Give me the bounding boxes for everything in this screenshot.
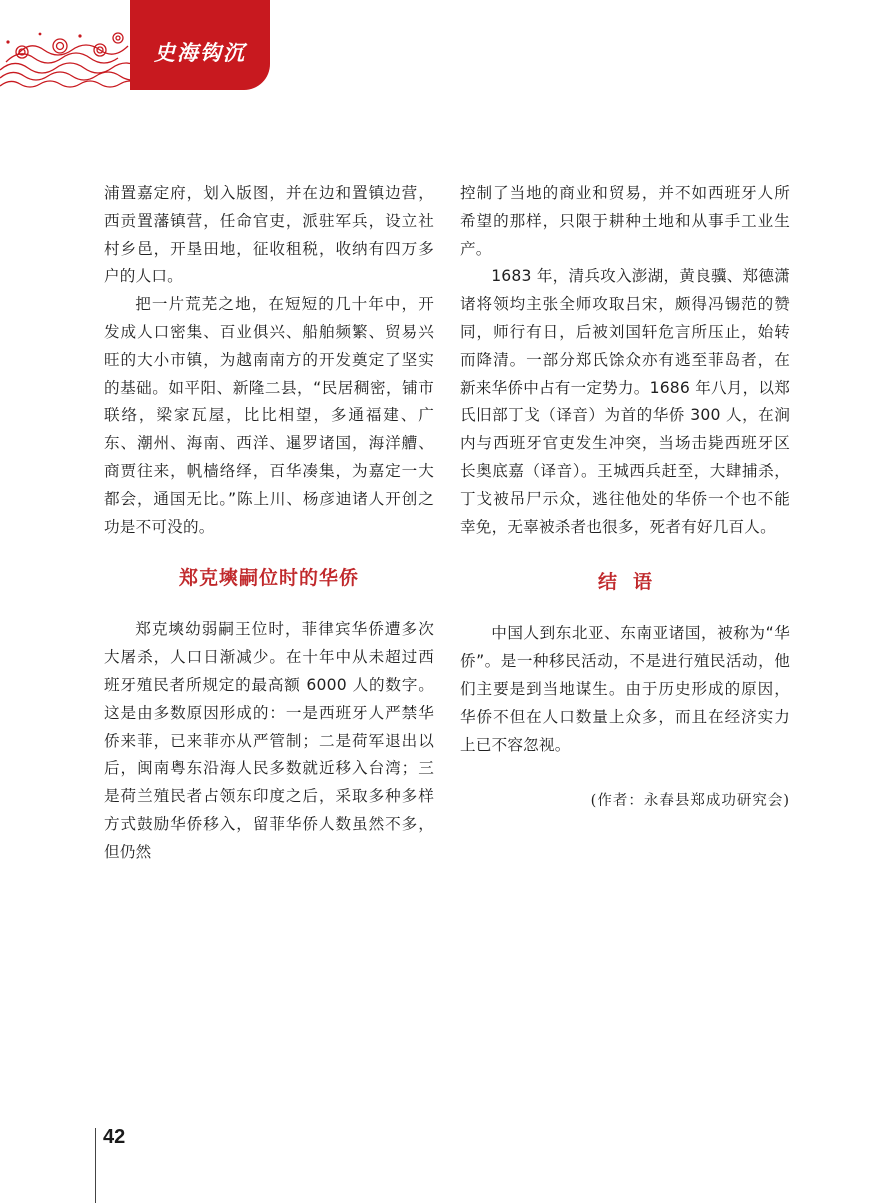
section-heading-zheng: 郑克塽嗣位时的华侨: [178, 567, 359, 590]
right-paragraph-3: 中国人到东北亚、东南亚诸国，被称为“华侨”。是一种移民活动，不是进行殖民活动，他们主要是到当地谋生。由于历史形成的原因，华侨不但在人口数量上众多，而且在经济实力上已不容忽视。: [460, 624, 790, 754]
right-column: [460, 180, 790, 810]
left-paragraph-1: 浦置嘉定府，划入版图，并在边和置镇边营，西贡置藩镇营，任命官吏，派驻军兵，设立社村乡邑，开垦田地，征收租税，收纳有四万多户的人口。: [104, 184, 434, 286]
left-column: [104, 180, 434, 867]
section-heading-conclusion: 结语: [597, 571, 668, 594]
right-paragraph-2: 1683 年，清兵攻入澎湖，黄良骥、郑德潇诸将领均主张全师攻取吕宋，颇得冯锡范的赞同，师行有日，后被刘国轩危言所压止，始转而降清。一部分郑氏馀众亦有逃至菲岛者，在新来华侨中占有一定势力。1686 年八月，以郑氏旧部丁戈（译音）为首的华侨 300 人，在涧内与西班牙官吏发生冲突，当场击毙西班牙区长奥底嘉（译音）。王城西兵赶至，大肆捕杀，丁戈被吊尸示众，逃往他处的华侨一个也不能幸免，无辜被杀者也很多，死者有好几百人。: [460, 267, 790, 536]
section-header-tab: [130, 0, 270, 90]
author-credit: (作者：永春县郑成功研究会): [590, 793, 790, 810]
page-number-rule: [95, 1128, 96, 1203]
section-title: 史海钩沉: [154, 40, 246, 65]
right-paragraph-1: 控制了当地的商业和贸易，并不如西班牙人所希望的那样，只限于耕种土地和从事手工业生产。: [460, 184, 790, 258]
page-number: 42: [103, 1126, 126, 1148]
left-paragraph-3: 郑克塽幼弱嗣王位时，菲律宾华侨遭多次大屠杀，人口日渐减少。在十年中从未超过西班牙殖民者所规定的最高额 6000 人的数字。这是由多数原因形成的：一是西班牙人严禁华侨来菲，已来菲亦从严管制；二是荷军退出以后，闽南粤东沿海人民多数就近移入台湾；三是荷兰殖民者占领东印度之后，采取多种多样方式鼓励华侨移入，留菲华侨人数虽然不多，但仍然: [104, 620, 434, 861]
wave-decoration-icon: [0, 28, 150, 90]
left-paragraph-2: 把一片荒芜之地，在短短的几十年中，开发成人口密集、百业俱兴、船舶频繁、贸易兴旺的大小市镇，为越南南方的开发奠定了坚实的基础。如平阳、新隆二县，“民居稠密，铺市联络，梁家瓦屋，比比相望，多通福建、广东、潮州、海南、西洋、暹罗诸国，海洋艚、商贾往来，帆樯络绎，百华凑集，为嘉定一大都会，通国无比。”陈上川、杨彦迪诸人开创之功是不可没的。: [104, 295, 434, 536]
